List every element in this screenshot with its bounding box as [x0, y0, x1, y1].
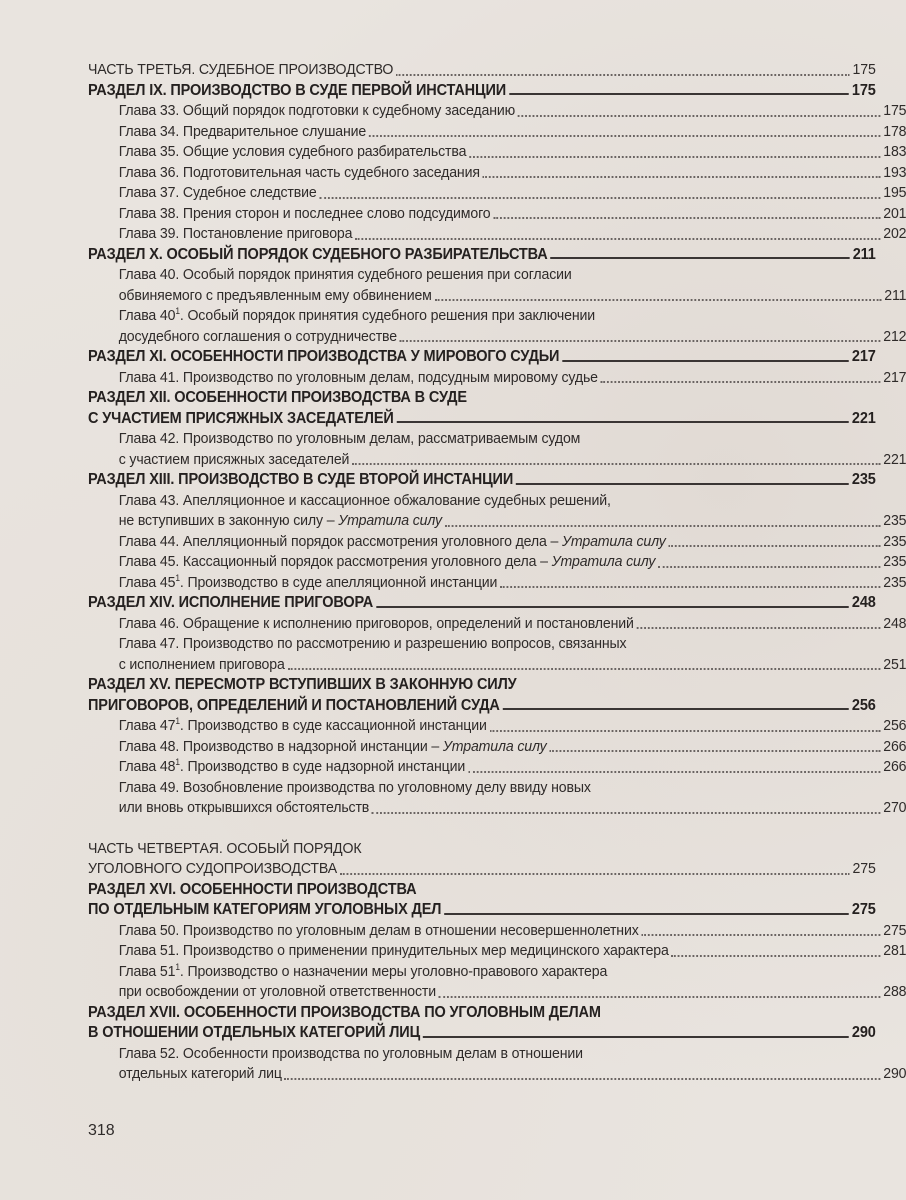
- dot-leader: [601, 381, 881, 383]
- toc-entry-superscript: 1: [175, 757, 180, 767]
- dot-leader: [376, 606, 849, 608]
- dot-leader: [444, 913, 849, 915]
- toc-entry-text: ЧАСТЬ ТРЕТЬЯ. СУДЕБНОЕ ПРОИЗВОДСТВО: [88, 61, 394, 78]
- toc-entry-text: ПРИГОВОРОВ, ОПРЕДЕЛЕНИЙ И ПОСТАНОВЛЕНИЙ СУДА: [88, 696, 500, 714]
- toc-page-number: 275: [883, 921, 906, 939]
- toc-entry-title: [88, 245, 548, 266]
- toc-entry-last-line: [88, 696, 876, 717]
- dot-leader: [355, 238, 880, 240]
- toc-entry-title: [119, 941, 669, 962]
- toc-entry-title: [119, 573, 498, 594]
- toc-entry-text: . Производство в суде надзорной инстанции: [179, 758, 466, 775]
- toc-page-number: 248: [883, 614, 906, 632]
- toc-entry-text: Глава 40. Особый порядок принятия судебного решения при согласии: [118, 266, 572, 283]
- toc-entry-title: [119, 368, 598, 389]
- toc-entry-text: РАЗДЕЛ XI. ОСОБЕННОСТИ ПРОИЗВОДСТВА У МИРОВОГО СУДЬИ: [88, 348, 560, 365]
- toc-entry-text: . Производство о назначении меры уголовно-правового характера: [179, 962, 608, 980]
- dot-leader: [435, 299, 882, 301]
- toc-entry-text: С УЧАСТИЕМ ПРИСЯЖНЫХ ЗАСЕДАТЕЛЕЙ: [88, 409, 394, 427]
- toc-entry-title: [119, 798, 369, 819]
- toc-entry-title: [88, 81, 506, 102]
- toc-entry-superscript: 1: [175, 961, 180, 972]
- toc-page-number: 212: [883, 327, 906, 345]
- dot-leader: [637, 627, 881, 629]
- dot-leader: [400, 340, 881, 342]
- dot-leader: [562, 360, 849, 362]
- dot-leader: [549, 750, 880, 752]
- toc-entry-text: отдельных категорий лиц: [118, 1065, 282, 1082]
- toc-entry-text: Глава 34. Предварительное слушание: [118, 122, 367, 140]
- toc-entry-text: РАЗДЕЛ XV. ПЕРЕСМОТР ВСТУПИВШИХ В ЗАКОННУЮ СИЛУ: [88, 676, 517, 693]
- dot-leader: [500, 586, 880, 588]
- toc-section-entry[interactable]: [88, 470, 876, 491]
- toc-page-number: 275: [851, 901, 876, 918]
- toc-entry-text: Глава 44. Апелляционный порядок рассмотрения уголовного дела –: [118, 532, 563, 550]
- dot-leader: [490, 730, 881, 732]
- toc-part-entry[interactable]: [88, 60, 876, 81]
- toc-entry-title: [88, 470, 513, 491]
- toc-entry-title-line: [88, 880, 876, 901]
- toc-entry-text: Глава 38. Прения сторон и последнее слово подсудимого: [118, 204, 491, 222]
- toc-page-number: 281: [883, 942, 906, 959]
- dot-leader: [518, 115, 881, 117]
- toc-entry-text: Глава 50. Производство по уголовным делам в отношении несовершеннолетних: [118, 921, 639, 939]
- toc-chapter-entry[interactable]: [88, 552, 906, 573]
- dot-leader: [340, 873, 850, 875]
- toc-entry-number: Глава 51: [118, 962, 176, 980]
- dot-leader: [516, 483, 849, 485]
- toc-entry-title: [119, 327, 397, 348]
- dot-leader: [493, 217, 880, 219]
- toc-entry-title-line: [119, 429, 906, 450]
- toc-entry-text: или вновь открывшихся обстоятельств: [118, 799, 370, 816]
- toc-page-number: 175: [852, 61, 876, 78]
- toc-entry-title: [119, 552, 656, 573]
- toc-entry-title: [119, 142, 467, 163]
- dot-leader: [550, 257, 850, 259]
- toc-entry-title: [119, 122, 366, 143]
- toc-entry-text: РАЗДЕЛ XVI. ОСОБЕННОСТИ ПРОИЗВОДСТВА: [88, 880, 417, 898]
- toc-chapter-entry[interactable]: [88, 614, 906, 635]
- toc-page-number: 217: [883, 368, 906, 386]
- toc-entry-last-line: [88, 1023, 876, 1044]
- toc-chapter-entry[interactable]: [88, 716, 906, 737]
- toc-entry-text: Глава 47. Производство по рассмотрению и разрешению вопросов, связанных: [118, 635, 627, 652]
- toc-entry-text: Глава 37. Судебное следствие: [118, 184, 317, 201]
- toc-entry-title: [119, 511, 442, 532]
- dot-leader: [369, 135, 881, 137]
- toc-page-number: 290: [851, 1024, 876, 1041]
- toc-entry-last-line: [119, 511, 906, 532]
- toc-entry-title: [119, 204, 491, 225]
- toc-entry-title: [119, 757, 465, 778]
- toc-section-entry[interactable]: [88, 81, 876, 102]
- toc-page-number: 235: [883, 532, 906, 550]
- toc-entry-number: Глава 48: [118, 758, 176, 775]
- toc-entry-last-line: [88, 859, 876, 880]
- toc-section-entry[interactable]: [88, 1003, 876, 1044]
- toc-chapter-entry[interactable]: [88, 163, 906, 184]
- toc-entry-title: [88, 859, 337, 880]
- toc-chapter-entry[interactable]: [88, 634, 906, 675]
- toc-entry-title: [88, 409, 394, 430]
- toc-entry-text: . Производство в суде апелляционной инстанции: [179, 573, 498, 591]
- toc-entry-title-line: [119, 778, 906, 799]
- toc-chapter-entry[interactable]: [88, 306, 906, 347]
- toc-page-number: 175: [883, 102, 906, 119]
- toc-entry-number: Глава 45: [118, 573, 176, 591]
- toc-entry-text: Глава 36. Подготовительная часть судебного заседания: [118, 163, 480, 181]
- toc-entry-title: [119, 716, 487, 737]
- toc-chapter-entry[interactable]: [88, 941, 906, 962]
- toc-section-entry[interactable]: [88, 347, 876, 368]
- toc-entry-text: досудебного соглашения о сотрудничестве: [118, 327, 397, 345]
- toc-entry-last-line: [119, 286, 906, 307]
- dot-leader: [352, 463, 880, 465]
- toc-page-number: 266: [883, 737, 906, 755]
- toc-entry-title-line: [119, 962, 906, 983]
- dot-leader: [483, 176, 881, 178]
- toc-entry-text: Глава 41. Производство по уголовным делам, подсудным мировому судье: [118, 368, 598, 386]
- toc-page-number: 235: [883, 573, 906, 591]
- toc-page-number: 211: [852, 245, 876, 263]
- toc-entry-text: Глава 52. Особенности производства по уголовным делам в отношении: [118, 1044, 583, 1062]
- toc-page-number: 235: [883, 512, 906, 529]
- dot-leader: [372, 812, 881, 814]
- toc-page-number: 221: [883, 450, 906, 468]
- toc-entry-title-line: [88, 839, 876, 860]
- toc-entry-text: с исполнением приговора: [118, 655, 285, 673]
- toc-page-number: 201: [883, 204, 906, 222]
- toc-entry-text: Глава 42. Производство по уголовным делам, рассматриваемым судом: [118, 430, 581, 447]
- toc-entry-text: РАЗДЕЛ XII. ОСОБЕННОСТИ ПРОИЗВОДСТВА В СУДЕ: [88, 389, 467, 406]
- dot-leader: [509, 93, 849, 95]
- toc-section-entry[interactable]: [88, 388, 876, 429]
- toc-chapter-entry[interactable]: [88, 101, 906, 122]
- toc-page-number: 235: [883, 553, 906, 570]
- toc-page-number: 266: [883, 758, 906, 775]
- toc-page-number: 256: [883, 717, 906, 734]
- toc-entry-text: . Особый порядок принятия судебного решения при заключении: [179, 307, 596, 324]
- toc-entry-last-line: [88, 900, 876, 921]
- toc-page-number: 251: [883, 655, 906, 673]
- toc-entry-title-line: [88, 675, 876, 696]
- toc-entry-last-line: [119, 450, 906, 471]
- toc-spacer: [88, 819, 876, 839]
- toc-entry-text: УГОЛОВНОГО СУДОПРОИЗВОДСТВА: [88, 860, 337, 877]
- toc-entry-title: [88, 1023, 420, 1044]
- toc-entry-title: [88, 593, 373, 614]
- toc-entry-text: Глава 45. Кассационный порядок рассмотрения уголовного дела –: [118, 553, 552, 570]
- toc-entry-last-line: [119, 798, 906, 819]
- dot-leader: [423, 1036, 849, 1038]
- toc-entry-title-line: [88, 1003, 876, 1024]
- repealed-note: Утратила силу: [442, 737, 547, 755]
- toc-chapter-entry[interactable]: [88, 1044, 906, 1085]
- toc-entry-last-line: [119, 982, 906, 1003]
- toc-entry-last-line: [88, 409, 876, 430]
- toc-section-entry[interactable]: [88, 675, 876, 716]
- toc-entry-text: Глава 51. Производство о применении принудительных мер медицинского характера: [118, 942, 669, 959]
- toc-page-number: 288: [883, 983, 906, 1000]
- toc-entry-title: [119, 737, 547, 758]
- toc-entry-title: [88, 347, 559, 368]
- dot-leader: [396, 74, 850, 76]
- toc-entry-title: [119, 614, 634, 635]
- toc-entry-title-line: [119, 634, 906, 655]
- toc-part-entry[interactable]: [88, 839, 876, 880]
- dot-leader: [669, 545, 881, 547]
- toc-entry-text: РАЗДЕЛ X. ОСОБЫЙ ПОРЯДОК СУДЕБНОГО РАЗБИРАТЕЛЬСТВА: [88, 245, 548, 263]
- toc-page-number: 290: [883, 1065, 906, 1082]
- toc-chapter-entry[interactable]: [88, 122, 906, 143]
- toc-chapter-entry[interactable]: [88, 368, 906, 389]
- toc-entry-text: Глава 39. Постановление приговора: [118, 225, 353, 242]
- toc-chapter-entry[interactable]: [88, 265, 906, 306]
- toc-entry-text: обвиняемого с предъявленным ему обвинением: [118, 286, 432, 304]
- toc-entry-title: [119, 982, 436, 1003]
- dot-leader: [396, 421, 849, 423]
- toc-entry-title: [119, 1064, 282, 1085]
- toc-chapter-entry[interactable]: [88, 921, 906, 942]
- dot-leader: [445, 525, 881, 527]
- toc-chapter-entry[interactable]: [88, 429, 906, 470]
- toc-entry-text: не вступивших в законную силу –: [118, 512, 339, 529]
- toc-chapter-entry[interactable]: [88, 491, 906, 532]
- toc-page-number: 256: [851, 696, 876, 714]
- toc-page-number: 235: [851, 471, 876, 488]
- toc-entry-text: Глава 46. Обращение к исполнению приговоров, определений и постановлений: [118, 614, 634, 632]
- repealed-note: Утратила силу: [551, 553, 656, 570]
- toc-section-entry[interactable]: [88, 593, 876, 614]
- toc-entry-text: РАЗДЕЛ IX. ПРОИЗВОДСТВО В СУДЕ ПЕРВОЙ ИНСТАНЦИИ: [88, 81, 507, 99]
- toc-entry-title-line: [119, 306, 906, 327]
- toc-entry-text: Глава 48. Производство в надзорной инстанции –: [118, 737, 443, 755]
- toc-entry-text: РАЗДЕЛ XIV. ИСПОЛНЕНИЕ ПРИГОВОРА: [88, 594, 374, 611]
- dot-leader: [319, 197, 880, 199]
- toc-entry-title: [88, 900, 441, 921]
- toc-entry-title: [119, 286, 432, 307]
- toc-chapter-entry[interactable]: [88, 778, 906, 819]
- toc-page-number: 175: [851, 81, 876, 99]
- dot-leader: [468, 771, 881, 773]
- toc-entry-text: при освобождении от уголовной ответственности: [118, 983, 436, 1000]
- toc-entry-title: [119, 655, 285, 676]
- toc-entry-title: [119, 224, 353, 245]
- toc-entry-text: В ОТНОШЕНИИ ОТДЕЛЬНЫХ КАТЕГОРИЙ ЛИЦ: [88, 1024, 421, 1041]
- toc-chapter-entry[interactable]: [88, 532, 906, 553]
- toc-chapter-entry[interactable]: [88, 737, 906, 758]
- dot-leader: [658, 566, 880, 568]
- toc-page-number: 202: [883, 225, 906, 242]
- toc-chapter-entry[interactable]: [88, 757, 906, 778]
- toc-entry-title: [119, 921, 639, 942]
- toc-page-number: 193: [883, 163, 906, 181]
- toc-entry-title-line: [119, 1044, 906, 1065]
- toc-page-number: 211: [884, 286, 906, 304]
- repealed-note: Утратила силу: [338, 512, 442, 529]
- toc-chapter-entry[interactable]: [88, 204, 906, 225]
- toc-page-number: 270: [883, 799, 906, 816]
- repealed-note: Утратила силу: [562, 532, 666, 550]
- page-number: 318: [88, 1122, 115, 1139]
- toc-page-number: 178: [883, 122, 906, 140]
- toc-chapter-entry[interactable]: [88, 142, 906, 163]
- toc-entry-title: [119, 450, 350, 471]
- toc-page-number: 221: [851, 409, 876, 427]
- toc-chapter-entry[interactable]: [88, 573, 906, 594]
- toc-entry-text: Глава 33. Общий порядок подготовки к судебному заседанию: [118, 102, 516, 119]
- toc-entry-text: РАЗДЕЛ XVII. ОСОБЕННОСТИ ПРОИЗВОДСТВА ПО УГОЛОВНЫМ ДЕЛАМ: [88, 1003, 601, 1021]
- toc-entry-number: Глава 40: [118, 307, 176, 324]
- toc-chapter-entry[interactable]: [88, 962, 906, 1003]
- toc-entry-text: Глава 49. Возобновление производства по уголовному делу ввиду новых: [118, 778, 591, 796]
- toc-entry-superscript: 1: [175, 572, 180, 583]
- dot-leader: [672, 955, 881, 957]
- toc-entry-number: Глава 47: [118, 717, 176, 734]
- toc-section-entry[interactable]: [88, 245, 876, 266]
- toc-entry-last-line: [119, 1064, 906, 1085]
- toc-entry-text: . Производство в суде кассационной инстанции: [179, 717, 487, 734]
- toc-page-number: 248: [851, 594, 876, 611]
- dot-leader: [287, 668, 880, 670]
- toc-entry-title: [88, 696, 500, 717]
- dot-leader: [503, 708, 850, 710]
- toc-page-number: 183: [883, 143, 906, 160]
- toc-entry-text: Глава 43. Апелляционное и кассационное обжалование судебных решений,: [118, 491, 611, 509]
- table-of-contents: [88, 60, 906, 1085]
- dot-leader: [641, 934, 880, 936]
- toc-entry-title-line: [119, 491, 906, 512]
- toc-entry-title: [119, 183, 317, 204]
- toc-entry-title: [119, 532, 666, 553]
- toc-page-number: 217: [851, 348, 876, 365]
- toc-entry-text: с участием присяжных заседателей: [118, 450, 350, 468]
- toc-entry-superscript: 1: [175, 716, 180, 726]
- toc-entry-title-line: [119, 265, 906, 286]
- toc-entry-title-line: [88, 388, 876, 409]
- toc-entry-text: РАЗДЕЛ XIII. ПРОИЗВОДСТВО В СУДЕ ВТОРОЙ ИНСТАНЦИИ: [88, 471, 514, 488]
- dot-leader: [439, 996, 881, 998]
- toc-entry-last-line: [119, 655, 906, 676]
- toc-entry-text: Глава 35. Общие условия судебного разбирательства: [118, 143, 467, 160]
- toc-entry-superscript: 1: [175, 306, 180, 316]
- toc-entry-title: [88, 60, 393, 81]
- toc-page-number: 195: [883, 184, 906, 201]
- dot-leader: [285, 1078, 881, 1080]
- toc-chapter-entry[interactable]: [88, 183, 906, 204]
- dot-leader: [469, 156, 880, 158]
- toc-entry-title: [119, 101, 515, 122]
- toc-section-entry[interactable]: [88, 880, 876, 921]
- toc-entry-last-line: [119, 327, 906, 348]
- toc-entry-text: ЧАСТЬ ЧЕТВЕРТАЯ. ОСОБЫЙ ПОРЯДОК: [88, 839, 362, 857]
- toc-entry-title: [119, 163, 480, 184]
- toc-entry-text: ПО ОТДЕЛЬНЫМ КАТЕГОРИЯМ УГОЛОВНЫХ ДЕЛ: [88, 901, 442, 918]
- toc-chapter-entry[interactable]: [88, 224, 906, 245]
- toc-page-number: 275: [852, 860, 876, 877]
